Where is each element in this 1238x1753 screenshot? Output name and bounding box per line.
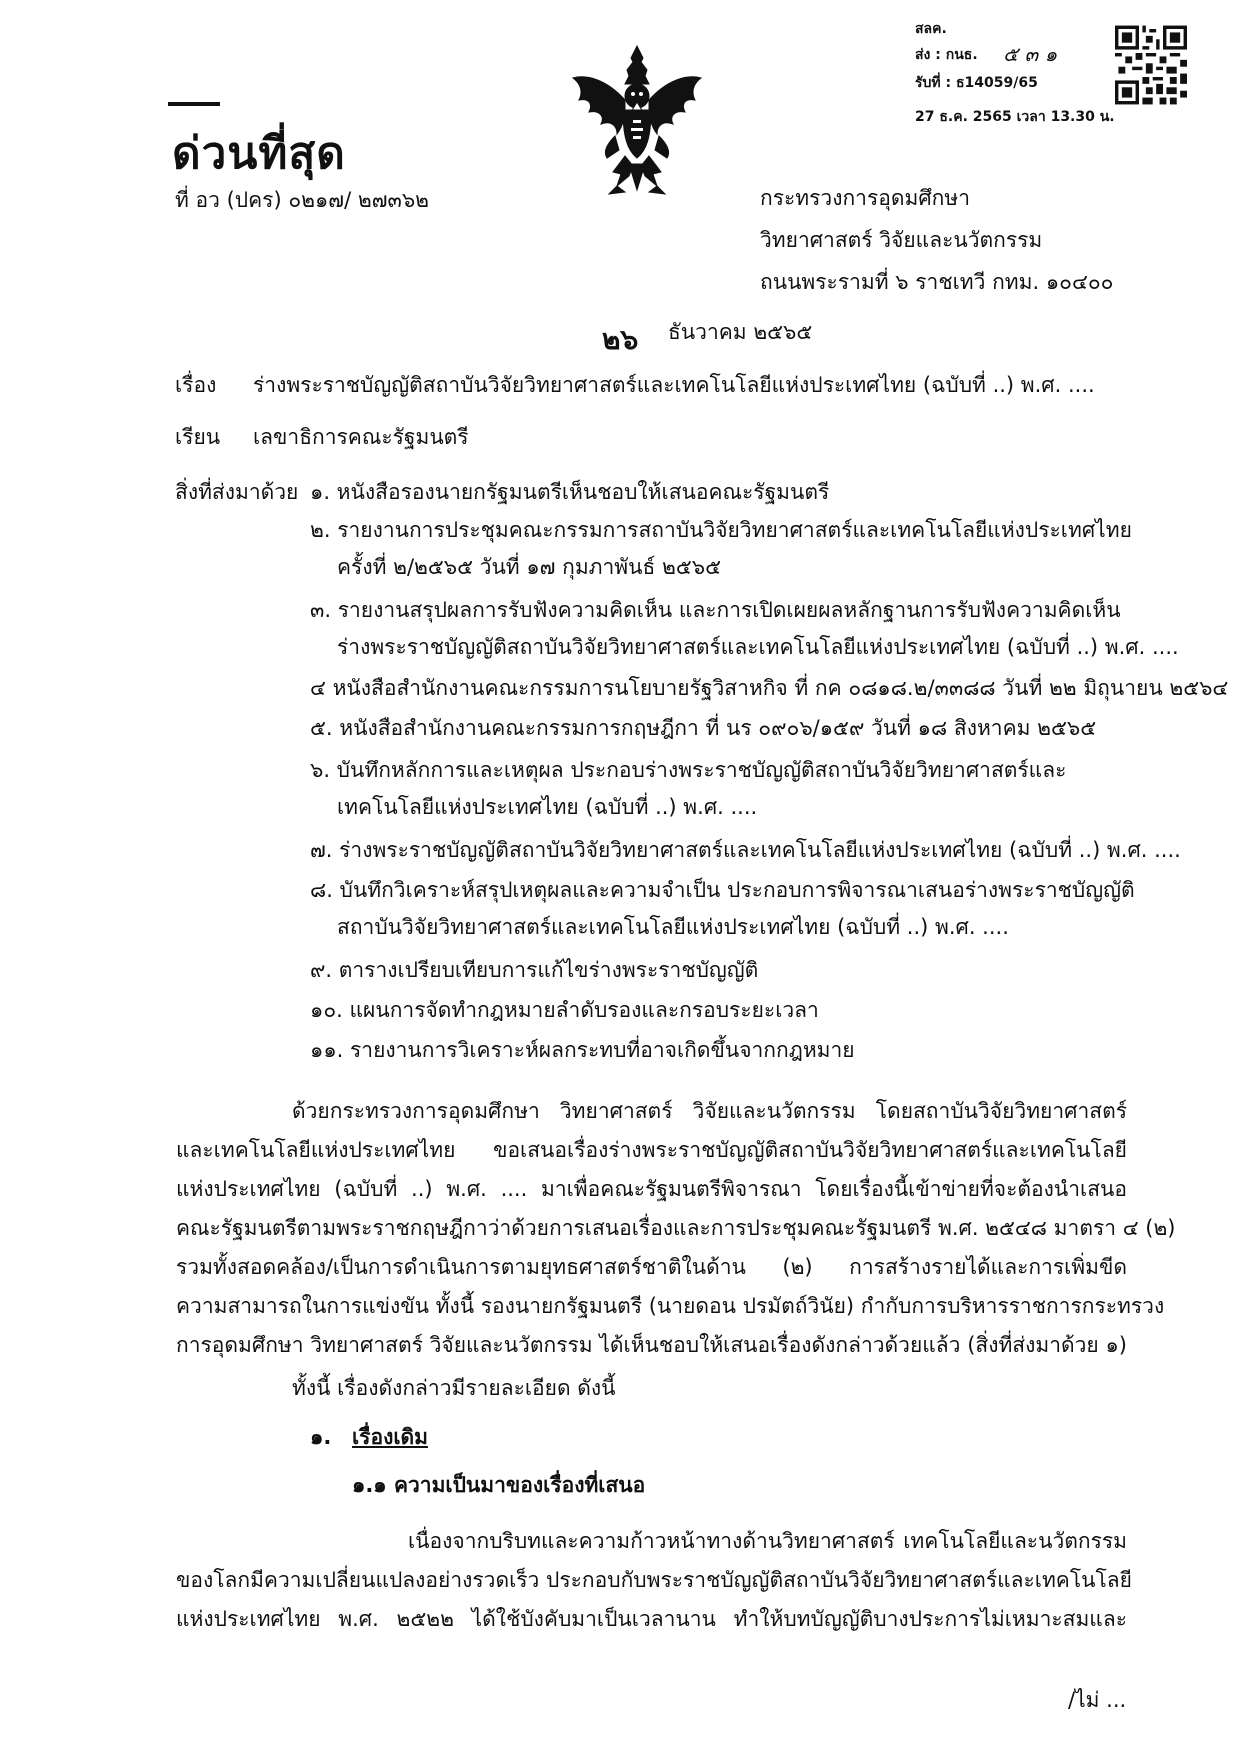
enclosure-item: ๕. หนังสือสำนักงานคณะกรรมการกฤษฎีกา ที่ นร ๐๙๐๖/๑๕๙ วันที่ ๑๘ สิงหาคม ๒๕๖๕ [310, 716, 1097, 740]
qr-code-icon [1115, 25, 1187, 105]
stamp-sent-value: ๕ ๓ ๑ [1003, 42, 1058, 66]
date-day: ๒๖ [602, 323, 639, 356]
enclosure-item-continued: สถาบันวิจัยวิทยาศาสตร์และเทคโนโลยีแห่งประเทศไทย (ฉบับที่ ..) พ.ศ. .... [337, 915, 1009, 939]
stamp-office: สลค. [915, 21, 947, 37]
paragraph-line: ด้วยกระทรวงการอุดมศึกษา วิทยาศาสตร์ วิจัยและนวัตกรรม โดยสถาบันวิจัยวิทยาศาสตร์ [292, 1099, 1127, 1123]
org-line-1: กระทรวงการอุดมศึกษา [760, 186, 970, 210]
paragraph-line: เนื่องจากบริบทและความก้าวหน้าทางด้านวิทยาศาสตร์ เทคโนโลยีและนวัตกรรม [408, 1529, 1127, 1553]
paragraph-line: และเทคโนโลยีแห่งประเทศไทย ขอเสนอเรื่องร่างพระราชบัญญัติสถาบันวิจัยวิทยาศาสตร์และเทคโนโลยี [176, 1138, 1127, 1162]
enclosure-item: ๒. รายงานการประชุมคณะกรรมการสถาบันวิจัยวิทยาศาสตร์และเทคโนโลยีแห่งประเทศไทย [310, 518, 1132, 542]
urgency-mark [168, 102, 220, 106]
paragraph-line: คณะรัฐมนตรีตามพระราชกฤษฎีกาว่าด้วยการเสนอเรื่องและการประชุมคณะรัฐมนตรี พ.ศ. ๒๕๔๘ มาตรา ๔ (๒) [176, 1216, 1176, 1240]
section-title: เรื่องเดิม [352, 1425, 428, 1449]
garuda-emblem-icon [567, 40, 707, 198]
to-text: เลขาธิการคณะรัฐมนตรี [253, 425, 469, 449]
enclosure-item: ๑๑. รายงานการวิเคราะห์ผลกระทบที่อาจเกิดขึ้นจากกฎหมาย [310, 1038, 855, 1062]
date-month-year: ธันวาคม ๒๕๖๕ [668, 320, 813, 344]
paragraph-line: ของโลกมีความเปลี่ยนแปลงอย่างรวดเร็ว ประกอบกับพระราชบัญญัติสถาบันวิจัยวิทยาศาสตร์และเทคโนโลยี [176, 1568, 1132, 1592]
reference-number: ที่ อว (ปคร) ๐๒๑๗/ ๒๗๓๖๒ [175, 188, 430, 212]
paragraph-line: แห่งประเทศไทย (ฉบับที่ ..) พ.ศ. .... มาเพื่อคณะรัฐมนตรีพิจารณา โดยเรื่องนี้เข้าข่ายที่จะต้องนำเสนอ [176, 1177, 1127, 1201]
enclosure-item-continued: ร่างพระราชบัญญัติสถาบันวิจัยวิทยาศาสตร์และเทคโนโลยีแห่งประเทศไทย (ฉบับที่ ..) พ.ศ. .... [337, 635, 1179, 659]
body-paragraph-short: ทั้งนี้ เรื่องดังกล่าวมีรายละเอียด ดังนี้ [292, 1376, 616, 1400]
org-line-2: วิทยาศาสตร์ วิจัยและนวัตกรรม [760, 228, 1043, 252]
org-line-3: ถนนพระรามที่ ๖ ราชเทวี กทม. ๑๐๔๐๐ [760, 270, 1114, 294]
subject-label: เรื่อง [175, 373, 217, 397]
to-label: เรียน [175, 425, 221, 449]
sub-section-heading: ๑.๑ ความเป็นมาของเรื่องที่เสนอ [352, 1473, 646, 1497]
stamp-sent-label: ส่ง : กนธ. [915, 47, 978, 63]
section-number: ๑. [310, 1425, 332, 1449]
paragraph-line: รวมทั้งสอดคล้อง/เป็นการดำเนินการตามยุทธศาสตร์ชาติในด้าน (๒) การสร้างรายได้และการเพิ่มขีด [176, 1255, 1127, 1279]
enclosure-item-continued: ครั้งที่ ๒/๒๕๖๕ วันที่ ๑๗ กุมภาพันธ์ ๒๕๖๕ [337, 555, 721, 579]
continuation-marker: /ไม่ ... [1068, 1688, 1127, 1712]
enclosure-item: ๗. ร่างพระราชบัญญัติสถาบันวิจัยวิทยาศาสตร์และเทคโนโลยีแห่งประเทศไทย (ฉบับที่ ..) พ.ศ. .... [310, 838, 1181, 862]
paragraph-line: ความสามารถในการแข่งขัน ทั้งนี้ รองนายกรัฐมนตรี (นายดอน ปรมัตถ์วินัย) กำกับการบริหารราชการกระทรวง [176, 1294, 1165, 1318]
enclosure-item: ๙. ตารางเปรียบเทียบการแก้ไขร่างพระราชบัญญัติ [310, 958, 759, 982]
enclosure-item: ๔ หนังสือสำนักงานคณะกรรมการนโยบายรัฐวิสาหกิจ ที่ กค ๐๘๑๘.๒/๓๓๘๘ วันที่ ๒๒ มิถุนายน ๒๕๖๔ [310, 676, 1229, 700]
enclosure-item: ๑๐. แผนการจัดทำกฎหมายลำดับรองและกรอบระยะเวลา [310, 998, 819, 1022]
enclosures-label: สิ่งที่ส่งมาด้วย [175, 480, 299, 504]
urgency-label: ด่วนที่สุด [172, 128, 346, 179]
enclosure-item: ๑. หนังสือรองนายกรัฐมนตรีเห็นชอบให้เสนอคณะรัฐมนตรี [310, 480, 830, 504]
enclosure-item: ๓. รายงานสรุปผลการรับฟังความคิดเห็น และการเปิดเผยผลหลักฐานการรับฟังความคิดเห็น [310, 598, 1121, 622]
enclosure-item: ๖. บันทึกหลักการและเหตุผล ประกอบร่างพระราชบัญญัติสถาบันวิจัยวิทยาศาสตร์และ [310, 758, 1067, 782]
stamp-datetime: 27 ธ.ค. 2565 เวลา 13.30 น. [915, 109, 1115, 125]
stamp-received: รับที่ : ธ14059/65 [915, 75, 1038, 91]
enclosure-item-continued: เทคโนโลยีแห่งประเทศไทย (ฉบับที่ ..) พ.ศ. .... [337, 795, 758, 819]
enclosure-item: ๘. บันทึกวิเคราะห์สรุปเหตุผลและความจำเป็น ประกอบการพิจารณาเสนอร่างพระราชบัญญัติ [310, 878, 1135, 902]
paragraph-line: แห่งประเทศไทย พ.ศ. ๒๕๒๒ ได้ใช้บังคับมาเป็นเวลานาน ทำให้บทบัญญัติบางประการไม่เหมาะสมและ [176, 1607, 1127, 1631]
subject-text: ร่างพระราชบัญญัติสถาบันวิจัยวิทยาศาสตร์และเทคโนโลยีแห่งประเทศไทย (ฉบับที่ ..) พ.ศ. .... [253, 373, 1095, 397]
paragraph-line: การอุดมศึกษา วิทยาศาสตร์ วิจัยและนวัตกรรม ได้เห็นชอบให้เสนอเรื่องดังกล่าวด้วยแล้ว (สิ่งที่ส่งมาด้วย ๑) [176, 1333, 1127, 1357]
